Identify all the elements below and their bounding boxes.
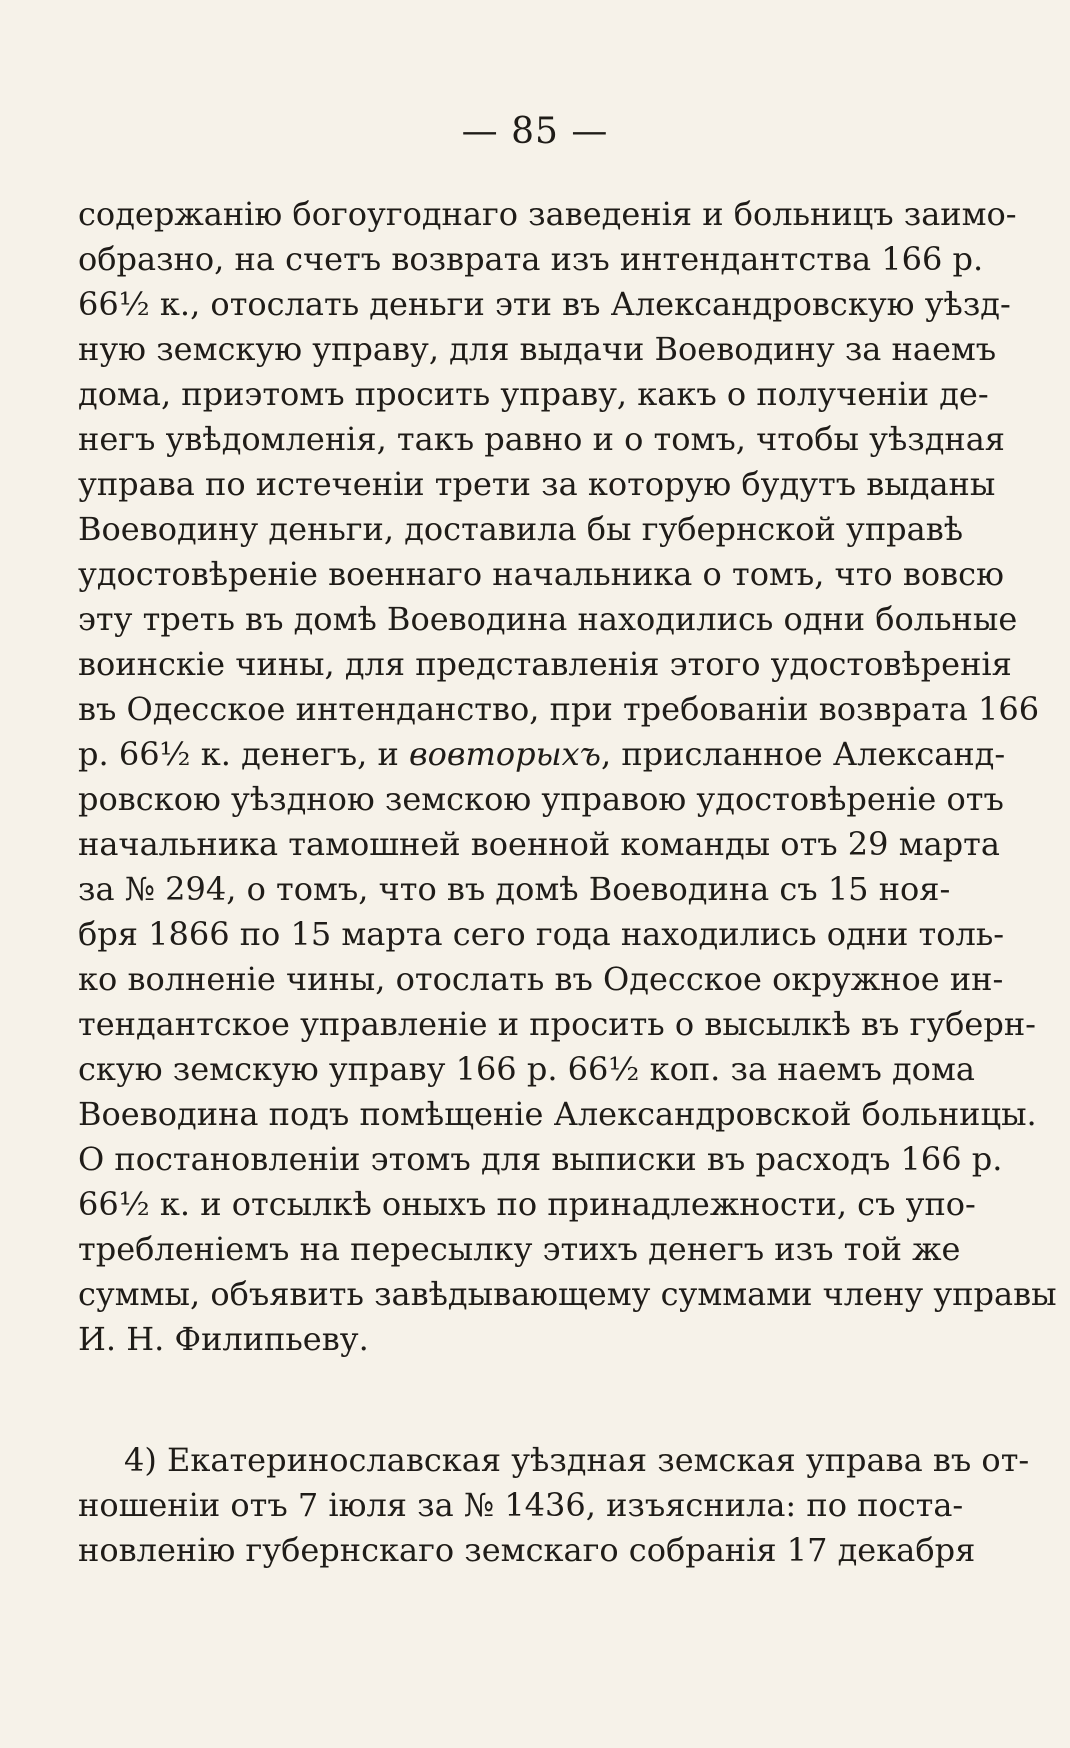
paragraph-1-line-13-tail: , присланное Александ- xyxy=(601,735,1006,773)
paragraph-1-line-mixed xyxy=(78,732,1006,777)
paragraph-1-line: дома, приэтомъ просить управу, какъ о полученіи де- xyxy=(78,375,989,413)
paragraph-1-line: ровскою уѣздною земскою управою удостовѣреніе отъ xyxy=(78,780,1004,818)
paragraph-1-line: 66½ к. и отсылкѣ оныхъ по принадлежности, съ упо- xyxy=(78,1185,976,1223)
paragraph-1 xyxy=(78,192,1057,1362)
paragraph-2-line: ношеніи отъ 7 іюля за № 1436, изъяснила: по поста- xyxy=(78,1486,964,1524)
page-number: — 85 — xyxy=(461,111,609,152)
paragraph-1-line: Воеводина подъ помѣщеніе Александровской больницы. xyxy=(78,1095,1037,1133)
paragraph-1-line: воинскіе чины, для представленія этого удостовѣренія xyxy=(78,645,1012,683)
paragraph-1-line-13-start: р. 66½ к. денегъ, и xyxy=(78,735,409,773)
paragraph-1-line: эту треть въ домѣ Воеводина находились одни больные xyxy=(78,600,1018,638)
paragraph-1-line: удостовѣреніе военнаго начальника о томъ, что вовсю xyxy=(78,555,1004,593)
paragraph-1-line: требленіемъ на пересылку этихъ денегъ изъ той же xyxy=(78,1230,961,1268)
paragraph-1-line: тендантское управленіе и просить о высылкѣ въ губерн- xyxy=(78,1005,1036,1043)
paragraph-1-line: образно, на счетъ возврата изъ интендантства 166 р. xyxy=(78,240,984,278)
paragraph-1-line: О постановленіи этомъ для выписки въ расходъ 166 р. xyxy=(78,1140,1003,1178)
paragraph-1-line: бря 1866 по 15 марта сего года находились одни толь- xyxy=(78,915,1005,953)
paragraph-1-line-13-italic: вовторыхъ xyxy=(408,735,601,773)
paragraph-1-line: ко волненіе чины, отослать въ Одесское окружное ин- xyxy=(78,960,1004,998)
paragraph-1-line: 66½ к., отослать деньги эти въ Александровскую уѣзд- xyxy=(78,285,1011,323)
paragraph-1-line: въ Одесское интенданство, при требованіи возврата 166 xyxy=(78,690,1040,728)
paragraph-1-line: скую земскую управу 166 р. 66½ коп. за наемъ дома xyxy=(78,1050,975,1088)
paragraph-1-line: начальника тамошней военной команды отъ 29 марта xyxy=(78,825,1000,863)
paragraph-1-line: за № 294, о томъ, что въ домѣ Воеводина съ 15 ноя- xyxy=(78,870,951,908)
paragraph-2 xyxy=(78,1438,1030,1573)
paragraph-1-line: суммы, объявить завѣдывающему суммами члену управы xyxy=(78,1275,1057,1313)
paragraph-1-line-last: И. Н. Филипьеву. xyxy=(78,1320,369,1358)
paragraph-1-line: управа по истеченіи трети за которую будутъ выданы xyxy=(78,465,996,503)
paragraph-1-line: ную земскую управу, для выдачи Воеводину за наемъ xyxy=(78,330,997,368)
paragraph-2-line: 4) Екатеринославская уѣздная земская управа въ от- xyxy=(124,1441,1030,1479)
paragraph-2-line: новленію губернскаго земскаго собранія 17 декабря xyxy=(78,1531,976,1569)
paragraph-1-line: Воеводину деньги, доставила бы губернской управѣ xyxy=(78,510,964,548)
paragraph-1-line: содержанію богоугоднаго заведенія и больницъ заимо- xyxy=(78,195,1017,233)
paragraph-1-line: негъ увѣдомленія, такъ равно и о томъ, чтобы уѣздная xyxy=(78,420,1005,458)
